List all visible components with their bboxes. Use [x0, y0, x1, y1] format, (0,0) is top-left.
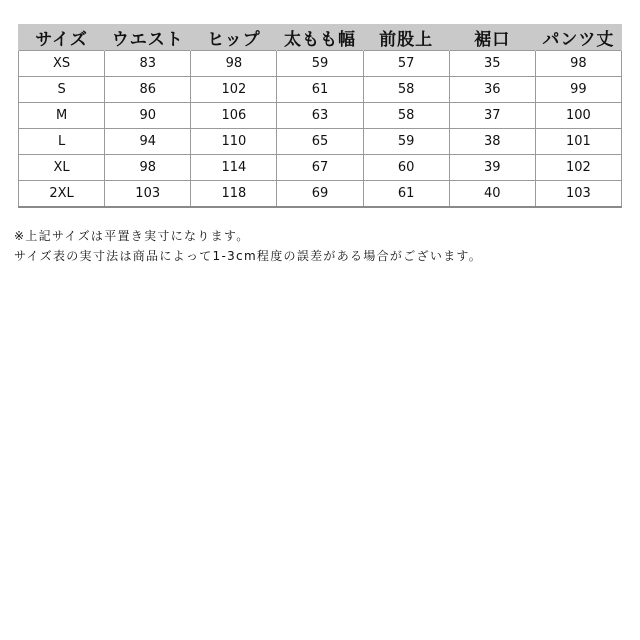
cell-waist: 86 — [105, 77, 191, 103]
note-flat-measurement: ※上記サイズは平置き実寸になります。 — [14, 229, 250, 243]
cell-pants-length: 100 — [535, 103, 621, 129]
cell-size: M — [19, 103, 105, 129]
cell-waist: 90 — [105, 103, 191, 129]
cell-size: XS — [19, 51, 105, 77]
header-hip: ヒップ — [191, 24, 277, 51]
cell-waist: 103 — [105, 181, 191, 208]
cell-thigh-width: 67 — [277, 155, 363, 181]
cell-hip: 110 — [191, 129, 277, 155]
cell-pants-length: 101 — [535, 129, 621, 155]
cell-pants-length: 98 — [535, 51, 621, 77]
table-row — [19, 103, 622, 129]
header-size: サイズ — [19, 24, 105, 51]
cell-waist: 83 — [105, 51, 191, 77]
cell-waist: 98 — [105, 155, 191, 181]
cell-front-rise: 60 — [363, 155, 449, 181]
cell-front-rise: 59 — [363, 129, 449, 155]
cell-hem-opening: 39 — [449, 155, 535, 181]
cell-front-rise: 61 — [363, 181, 449, 208]
table-row — [19, 51, 622, 77]
cell-hip: 106 — [191, 103, 277, 129]
header-front-rise: 前股上 — [363, 24, 449, 51]
cell-thigh-width: 61 — [277, 77, 363, 103]
cell-thigh-width: 59 — [277, 51, 363, 77]
size-chart-table — [18, 24, 622, 208]
cell-waist: 94 — [105, 129, 191, 155]
cell-hem-opening: 40 — [449, 181, 535, 208]
cell-size: XL — [19, 155, 105, 181]
cell-hem-opening: 36 — [449, 77, 535, 103]
header-hem-opening: 裾口 — [449, 24, 535, 51]
size-notes — [14, 226, 482, 266]
cell-size: S — [19, 77, 105, 103]
cell-pants-length: 99 — [535, 77, 621, 103]
cell-hip: 118 — [191, 181, 277, 208]
cell-hip: 98 — [191, 51, 277, 77]
header-waist: ウエスト — [105, 24, 191, 51]
cell-size: L — [19, 129, 105, 155]
cell-hem-opening: 37 — [449, 103, 535, 129]
cell-thigh-width: 65 — [277, 129, 363, 155]
cell-hem-opening: 38 — [449, 129, 535, 155]
header-pants-length: パンツ丈 — [535, 24, 621, 51]
cell-pants-length: 102 — [535, 155, 621, 181]
cell-hip: 114 — [191, 155, 277, 181]
cell-hip: 102 — [191, 77, 277, 103]
note-measurement-error: サイズ表の実寸法は商品によって1-3cm程度の誤差がある場合がございます。 — [14, 249, 483, 263]
cell-front-rise: 58 — [363, 77, 449, 103]
cell-thigh-width: 69 — [277, 181, 363, 208]
cell-hem-opening: 35 — [449, 51, 535, 77]
header-thigh-width: 太もも幅 — [277, 24, 363, 51]
table-row — [19, 181, 622, 208]
cell-front-rise: 57 — [363, 51, 449, 77]
table-row — [19, 77, 622, 103]
cell-pants-length: 103 — [535, 181, 621, 208]
cell-front-rise: 58 — [363, 103, 449, 129]
cell-thigh-width: 63 — [277, 103, 363, 129]
table-row — [19, 129, 622, 155]
header-row — [19, 24, 622, 51]
cell-size: 2XL — [19, 181, 105, 208]
table-row — [19, 155, 622, 181]
